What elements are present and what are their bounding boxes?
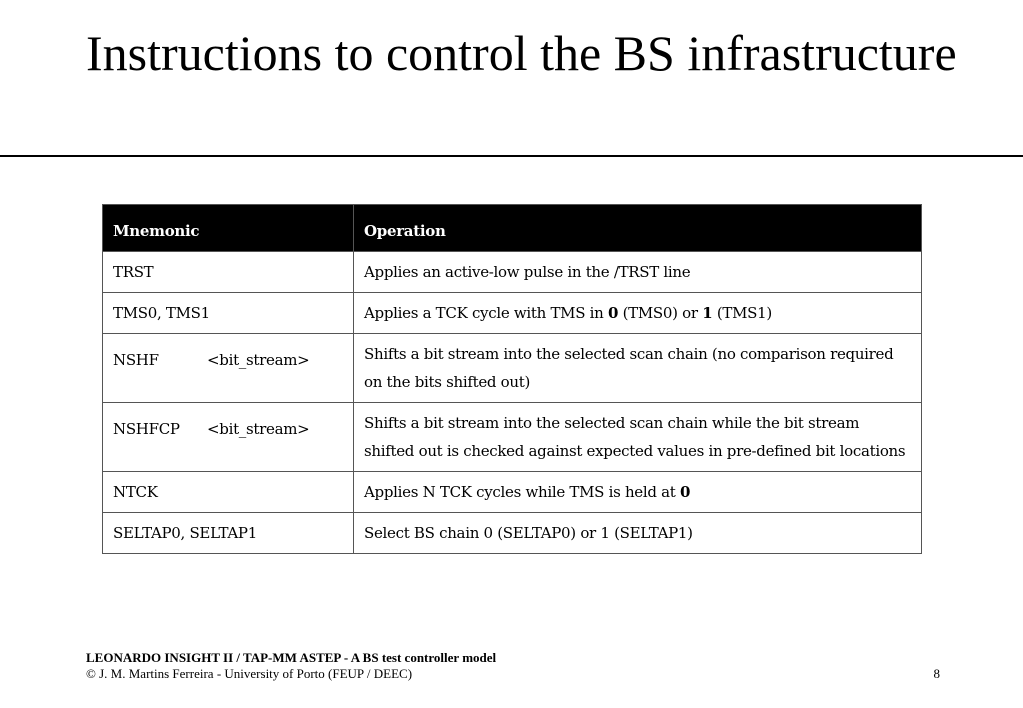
table-header-row [103,205,922,252]
operation-cell: Applies an active-low pulse in the /TRST line [354,252,922,293]
table-row [103,252,922,293]
operation-cell [354,472,922,513]
column-header-operation: Operation [354,205,922,252]
operation-cell: Shifts a bit stream into the selected scan chain (no comparison required on the bits shifted out) [354,334,922,403]
table-row [103,293,922,334]
operation-cell: Select BS chain 0 (SELTAP0) or 1 (SELTAP1) [354,513,922,554]
mnemonic-cell: TMS0, TMS1 [103,293,354,334]
slide-footer [86,650,496,682]
mnemonic-name: NSHFCP [113,420,180,438]
mnemonic-name: NSHF [113,351,159,369]
instructions-table [102,204,922,554]
footer-copyright: © J. M. Martins Ferreira - University of Porto (FEUP / DEEC) [86,666,413,681]
operation-value-bold: 0 [680,483,691,501]
operation-text: (TMS1) [712,304,772,322]
operation-value-bold: 0 [608,304,619,322]
page-number: 8 [933,666,940,681]
operation-text: Applies N TCK cycles while TMS is held at [364,483,680,501]
operation-cell: Shifts a bit stream into the selected scan chain while the bit stream shifted out is checked against expected values in pre-defined bit locations [354,403,922,472]
mnemonic-cell: NTCK [103,472,354,513]
operation-cell [354,293,922,334]
title-divider [0,155,1023,157]
mnemonic-cell: TRST [103,252,354,293]
mnemonic-cell [103,403,354,472]
table-row [103,334,922,403]
table-row [103,513,922,554]
column-header-mnemonic: Mnemonic [103,205,354,252]
slide-title: Instructions to control the BS infrastructure [86,25,957,81]
operation-text: (TMS0) or [618,304,703,322]
mnemonic-cell [103,334,354,403]
mnemonic-argument: <bit_stream> [207,351,310,369]
mnemonic-argument: <bit_stream> [207,420,310,438]
mnemonic-cell: SELTAP0, SELTAP1 [103,513,354,554]
footer-course-title: LEONARDO INSIGHT II / TAP-MM ASTEP - A BS test controller model [86,650,497,665]
operation-text: Applies a TCK cycle with TMS in [364,304,608,322]
table-row [103,472,922,513]
operation-value-bold: 1 [702,304,713,322]
table-row [103,403,922,472]
